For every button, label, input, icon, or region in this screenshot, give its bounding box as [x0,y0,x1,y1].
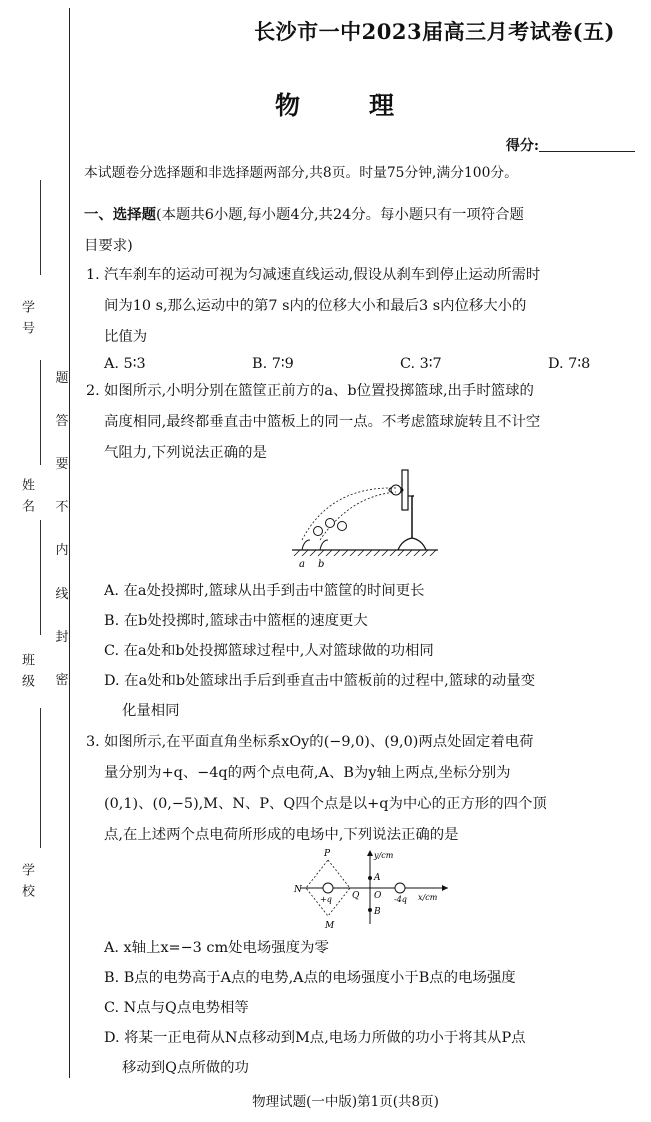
q3-option-c[interactable]: C. N点与Q点电势相等 [104,1000,249,1016]
q1-number: 1. [86,267,100,283]
label-O: O [374,891,382,901]
q3-line: (0,1)、(0,−5),M、N、P、Q四个点是以+q为中心的正方形的四个顶 [104,796,547,812]
q3-option-b[interactable]: B. B点的电势高于A点的电势,A点的电场强度小于B点的电场强度 [104,970,516,986]
subject-title: 物 理 [274,91,416,120]
seal-char: 要 [55,457,69,472]
q2-line: 气阻力,下列说法正确的是 [104,445,267,461]
label-a: a [299,559,305,570]
label-minus-4q: -4q [394,895,407,904]
id-field-line [40,180,41,275]
label-y-axis: y/cm [374,851,394,860]
section-desc: (本题共6小题,每小题4分,共24分。每小题只有一项符合题 [155,207,524,223]
q3-option-d-cont: 移动到Q点所做的功 [122,1060,249,1076]
q1-option-b[interactable]: B. 7∶9 [252,356,294,372]
label-M: M [325,921,335,931]
score-field [506,135,635,155]
label-Q: Q [352,891,360,901]
q2-number: 2. [86,383,100,399]
seal-char: 题 [55,371,69,386]
section-heading [84,199,637,262]
label-B: B [374,907,381,917]
margin-id-label: 学号 [19,300,34,342]
margin-school-label: 学校 [19,863,34,905]
section-title: 一、选择题 [84,206,156,223]
q1-option-c[interactable]: C. 3∶7 [400,356,442,372]
q1-option-d[interactable]: D. 7∶8 [548,356,591,372]
q1-option-a[interactable]: A. 5∶3 [104,356,146,372]
label-plus-q: +q [320,895,332,904]
seal-char: 线 [55,587,69,602]
label-P: P [324,849,331,859]
margin-name-label: 姓名 [19,478,34,520]
q2-option-c[interactable]: C. 在a处和b处投掷篮球过程中,人对篮球做的功相同 [104,643,434,659]
q3-line: 点,在上述两个点电荷所形成的电场中,下列说法正确的是 [104,827,459,843]
seal-char: 内 [55,543,69,558]
q2-option-d-cont: 化量相同 [122,703,180,719]
label-N: N [294,885,302,895]
basketball-figure [290,468,440,570]
q3-line: 如图所示,在平面直角坐标系xOy的(−9,0)、(9,0)两点处固定着电荷 [104,734,534,750]
page-footer: 物理试题(一中版)第1页(共8页) [252,1094,439,1110]
q1-line: 汽车刹车的运动可视为匀减速直线运动,假设从刹车到停止运动所需时 [104,267,541,283]
school-field-line [40,708,41,848]
seal-char: 答 [55,414,69,429]
score-blank[interactable] [539,137,635,152]
q2-option-b[interactable]: B. 在b处投掷时,篮球击中篮框的速度更大 [104,613,368,629]
q3-option-a[interactable]: A. x轴上x=−3 cm处电场强度为零 [104,940,329,956]
q2-line: 如图所示,小明分别在篮筐正前方的a、b位置投掷篮球,出手时篮球的 [104,383,534,399]
binding-line [69,8,70,1078]
q2-option-d[interactable]: D. 在a处和b处篮球出手后到垂直击中篮板前的过程中,篮球的动量变 [104,673,536,689]
q2-option-a[interactable]: A. 在a处投掷时,篮球从出手到击中篮筐的时间更长 [104,583,425,599]
section-desc-2: 目要求) [84,238,133,254]
label-x-axis: x/cm [418,893,438,902]
q1-line: 比值为 [104,329,148,345]
class-field-line [40,520,41,635]
name-field-line [40,360,41,465]
q1-line: 间为10 s,那么运动中的第7 s内的位移大小和最后3 s内位移大小的 [104,298,527,314]
label-b: b [318,559,325,570]
margin-class-label: 班级 [19,653,34,695]
seal-char: 封 [55,630,69,645]
intro-text: 本试题卷分选择题和非选择题两部分,共8页。时量75分钟,满分100分。 [84,165,518,181]
exam-title: 长沙市一中2023届高三月考试卷(五) [254,19,615,44]
label-A: A [374,873,381,883]
seal-char: 密 [55,673,69,688]
q3-number: 3. [86,734,100,750]
q3-line: 量分别为+q、−4q的两个点电荷,A、B为y轴上两点,坐标分别为 [104,765,511,781]
coordinate-figure [290,848,450,930]
score-label: 得分: [505,138,539,154]
seal-char: 不 [55,500,69,515]
q2-line: 高度相同,最终都垂直击中篮板上的同一点。不考虑篮球旋转且不计空 [104,414,541,430]
q3-option-d[interactable]: D. 将某一正电荷从N点移动到M点,电场力所做的功小于将其从P点 [104,1030,526,1046]
